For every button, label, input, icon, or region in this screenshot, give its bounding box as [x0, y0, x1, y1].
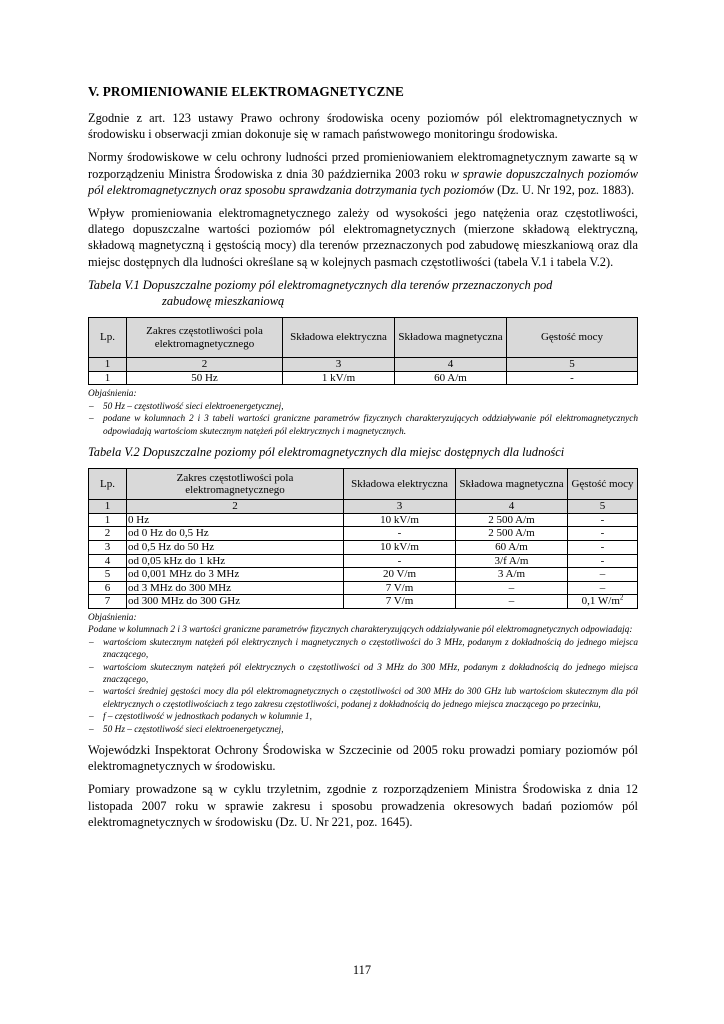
table-2-note: – wartości średniej gęstości mocy dla pól elektromagnetycznych o częstotliwości od 300 MHz do 300 GHz lub wartościom skutecznym dla pól elektrycznych o częstotliwościach z tego zakresu częstotliwości, podanej z dokładnością do jednego miejsca znaczącego po przecinku, — [88, 686, 638, 711]
paragraph-2 — [88, 149, 638, 198]
table-cell: 6 — [89, 581, 127, 595]
table-cell: – — [456, 595, 568, 609]
table-1-caption — [88, 277, 638, 309]
table-2-note: – wartościom skutecznym natężeń pól elektrycznych o częstotliwości od 3 MHz do 300 MHz, podanym z dokładnością do jednego miejsca znaczącego, — [88, 662, 638, 687]
table-2-note: – 50 Hz – częstotliwość sieci elektroenergetycznej, — [88, 724, 638, 736]
table-cell: - — [568, 527, 638, 541]
table-2-header-electric: Składowa elektryczna — [344, 469, 456, 500]
table-cell: od 0,5 Hz do 50 Hz — [127, 541, 344, 555]
table-cell: od 0,05 kHz do 1 kHz — [127, 554, 344, 568]
table-1-header-lp: Lp. — [89, 318, 127, 358]
table-cell: 10 kV/m — [344, 513, 456, 527]
table-cell: 60 A/m — [395, 371, 507, 385]
table-2 — [88, 468, 638, 609]
table-cell: od 0,001 MHz do 3 MHz — [127, 568, 344, 582]
table-cell: 3 — [89, 541, 127, 555]
table-1-index-cell: 5 — [507, 358, 638, 372]
regulation-reference: (Dz. U. Nr 192, poz. 1883). — [494, 182, 635, 197]
table-row — [89, 513, 638, 527]
table-2-notes-intro: Podane w kolumnach 2 i 3 wartości graniczne parametrów fizycznych charakteryzujących oddziaływanie pól elektromagnetycznych odpowiadają: — [88, 625, 633, 636]
table-cell: 7 V/m — [344, 595, 456, 609]
table-row — [89, 595, 638, 609]
table-cell: 10 kV/m — [344, 541, 456, 555]
paragraph-5: Pomiary prowadzone są w cyklu trzyletnim, zgodnie z rozporządzeniem Ministra Środowiska z dnia 12 listopada 2007 roku w sprawie zakresu i sposobu prowadzenia okresowych badań poziomów pól elektromagnetycznych w środowisku (Dz. U. Nr 221, poz. 1645). — [88, 782, 638, 829]
table-1-caption-line-2: zabudowę mieszkaniową — [162, 294, 285, 309]
table-2-caption: Tabela V.2 Dopuszczalne poziomy pól elektromagnetycznych dla miejsc dostępnych dla ludności — [88, 445, 565, 460]
table-1-index-row — [89, 358, 638, 372]
page-number: 117 — [352, 963, 372, 977]
table-2-header-magnetic: Składowa magnetyczna — [456, 469, 568, 500]
table-cell — [568, 595, 638, 609]
table-cell: 2 — [89, 527, 127, 541]
table-2-index-cell: 3 — [344, 500, 456, 514]
table-1-header-row — [89, 318, 638, 358]
table-1-note: – 50 Hz – częstotliwość sieci elektroenergetycznej, — [88, 401, 638, 413]
table-row — [89, 581, 638, 595]
table-cell: - — [344, 554, 456, 568]
table-row — [89, 568, 638, 582]
table-2-header-lp: Lp. — [89, 469, 127, 500]
table-1-index-cell: 3 — [283, 358, 395, 372]
table-cell: 1 kV/m — [283, 371, 395, 385]
table-1-notes-title: Objaśnienia: — [88, 389, 137, 400]
table-2-note: – wartościom skutecznym natężeń pól elektrycznych i magnetycznych o częstotliwości do 3 MHz, podanym z dokładnością do jednego miejsca znaczącego, — [88, 637, 638, 662]
table-row — [89, 527, 638, 541]
table-1-header-magnetic: Składowa magnetyczna — [395, 318, 507, 358]
table-cell: – — [568, 568, 638, 582]
table-cell: - — [507, 371, 638, 385]
paragraph-2-text: Normy środowiskowe w celu ochrony ludności przed promieniowaniem elektromagnetycznym zawarte są w rozporządzeniu Ministra Środowiska z dnia 30 października 2003 roku — [88, 150, 638, 181]
table-cell: 7 — [89, 595, 127, 609]
table-cell: 2 500 A/m — [456, 527, 568, 541]
table-cell: - — [568, 513, 638, 527]
table-1-note: – podane w kolumnach 2 i 3 tabeli wartości graniczne parametrów fizycznych charakteryzujących oddziaływanie pól elektromagnetycznych odpowiadają wartościom skutecznym natężeń pól elektrycznych i magnetycznych. — [88, 413, 638, 438]
table-1-header-frequency: Zakres częstotliwości pola elektromagnetycznego — [127, 318, 283, 358]
table-cell: od 0 Hz do 0,5 Hz — [127, 527, 344, 541]
table-2-index-cell: 1 — [89, 500, 127, 514]
power-density-exponent: 2 — [619, 593, 624, 602]
table-row — [89, 554, 638, 568]
table-cell: – — [568, 581, 638, 595]
table-cell: - — [568, 554, 638, 568]
table-cell: 3 A/m — [456, 568, 568, 582]
table-1-notes — [88, 388, 638, 438]
table-2-notes-title: Objaśnienia: — [88, 613, 137, 623]
table-cell: 2 500 A/m — [456, 513, 568, 527]
table-row — [89, 371, 638, 385]
table-cell: – — [456, 581, 568, 595]
table-1-header-power: Gęstość mocy — [507, 318, 638, 358]
table-cell: 5 — [89, 568, 127, 582]
table-2-index-cell: 4 — [456, 500, 568, 514]
table-2-index-cell: 2 — [127, 500, 344, 514]
table-cell: 60 A/m — [456, 541, 568, 555]
paragraph-1: Zgodnie z art. 123 ustawy Prawo ochrony środowiska oceny poziomów pól elektromagnetycznych w środowisku i obserwacji zmian dokonuje się w ramach państwowego monitoringu środowiska. — [88, 111, 638, 142]
table-2-header-power: Gęstość mocy — [568, 469, 638, 500]
table-cell: 7 V/m — [344, 581, 456, 595]
table-1-index-cell: 2 — [127, 358, 283, 372]
table-1-index-cell: 4 — [395, 358, 507, 372]
table-cell: od 300 MHz do 300 GHz — [127, 595, 344, 609]
table-2-header-row — [89, 469, 638, 500]
table-2-notes — [88, 612, 638, 736]
table-1-header-electric: Składowa elektryczna — [283, 318, 395, 358]
regulation-title: w sprawie dopuszczalnych poziomów pól elektromagnetycznych oraz sposobu sprawdzania dotrzymania tych poziomów — [88, 166, 638, 197]
table-1 — [88, 317, 638, 385]
table-cell: - — [568, 541, 638, 555]
document-page — [88, 84, 638, 837]
table-2-index-row — [89, 500, 638, 514]
table-cell: 20 V/m — [344, 568, 456, 582]
table-row — [89, 541, 638, 555]
table-cell: 1 — [89, 371, 127, 385]
power-density-value: 0,1 W/m — [581, 595, 620, 608]
table-cell: 4 — [89, 554, 127, 568]
paragraph-4: Wojewódzki Inspektorat Ochrony Środowiska w Szczecinie od 2005 roku prowadzi pomiary poziomów pól elektromagnetycznych w środowisku. — [88, 743, 638, 774]
section-heading: V. PROMIENIOWANIE ELEKTROMAGNETYCZNE — [88, 84, 404, 99]
table-1-index-cell: 1 — [89, 358, 127, 372]
table-cell: 50 Hz — [127, 371, 283, 385]
table-2-note: – f – częstotliwość w jednostkach podanych w kolumnie 1, — [88, 711, 638, 723]
table-cell: 1 — [89, 513, 127, 527]
table-cell: 3/f A/m — [456, 554, 568, 568]
table-2-header-frequency: Zakres częstotliwości pola elektromagnetycznego — [127, 469, 344, 500]
paragraph-3: Wpływ promieniowania elektromagnetycznego zależy od wysokości jego natężenia oraz częstotliwości, dlatego dopuszczalne wartości poziomów pól elektromagnetycznych (mierzone składową elektryczną, składową magnetyczną i gęstością mocy) dla terenów przeznaczonych pod zabudowę mieszkaniową oraz dla miejsc dostępnych dla ludności określane są w kolejnych pasmach częstotliwości (tabela V.1 i tabela V.2). — [88, 206, 638, 269]
table-cell: 0 Hz — [127, 513, 344, 527]
table-2-index-cell: 5 — [568, 500, 638, 514]
table-cell: od 3 MHz do 300 MHz — [127, 581, 344, 595]
table-cell: - — [344, 527, 456, 541]
table-1-caption-line-1: Tabela V.1 Dopuszczalne poziomy pól elektromagnetycznych dla terenów przeznaczonych pod — [88, 277, 553, 292]
